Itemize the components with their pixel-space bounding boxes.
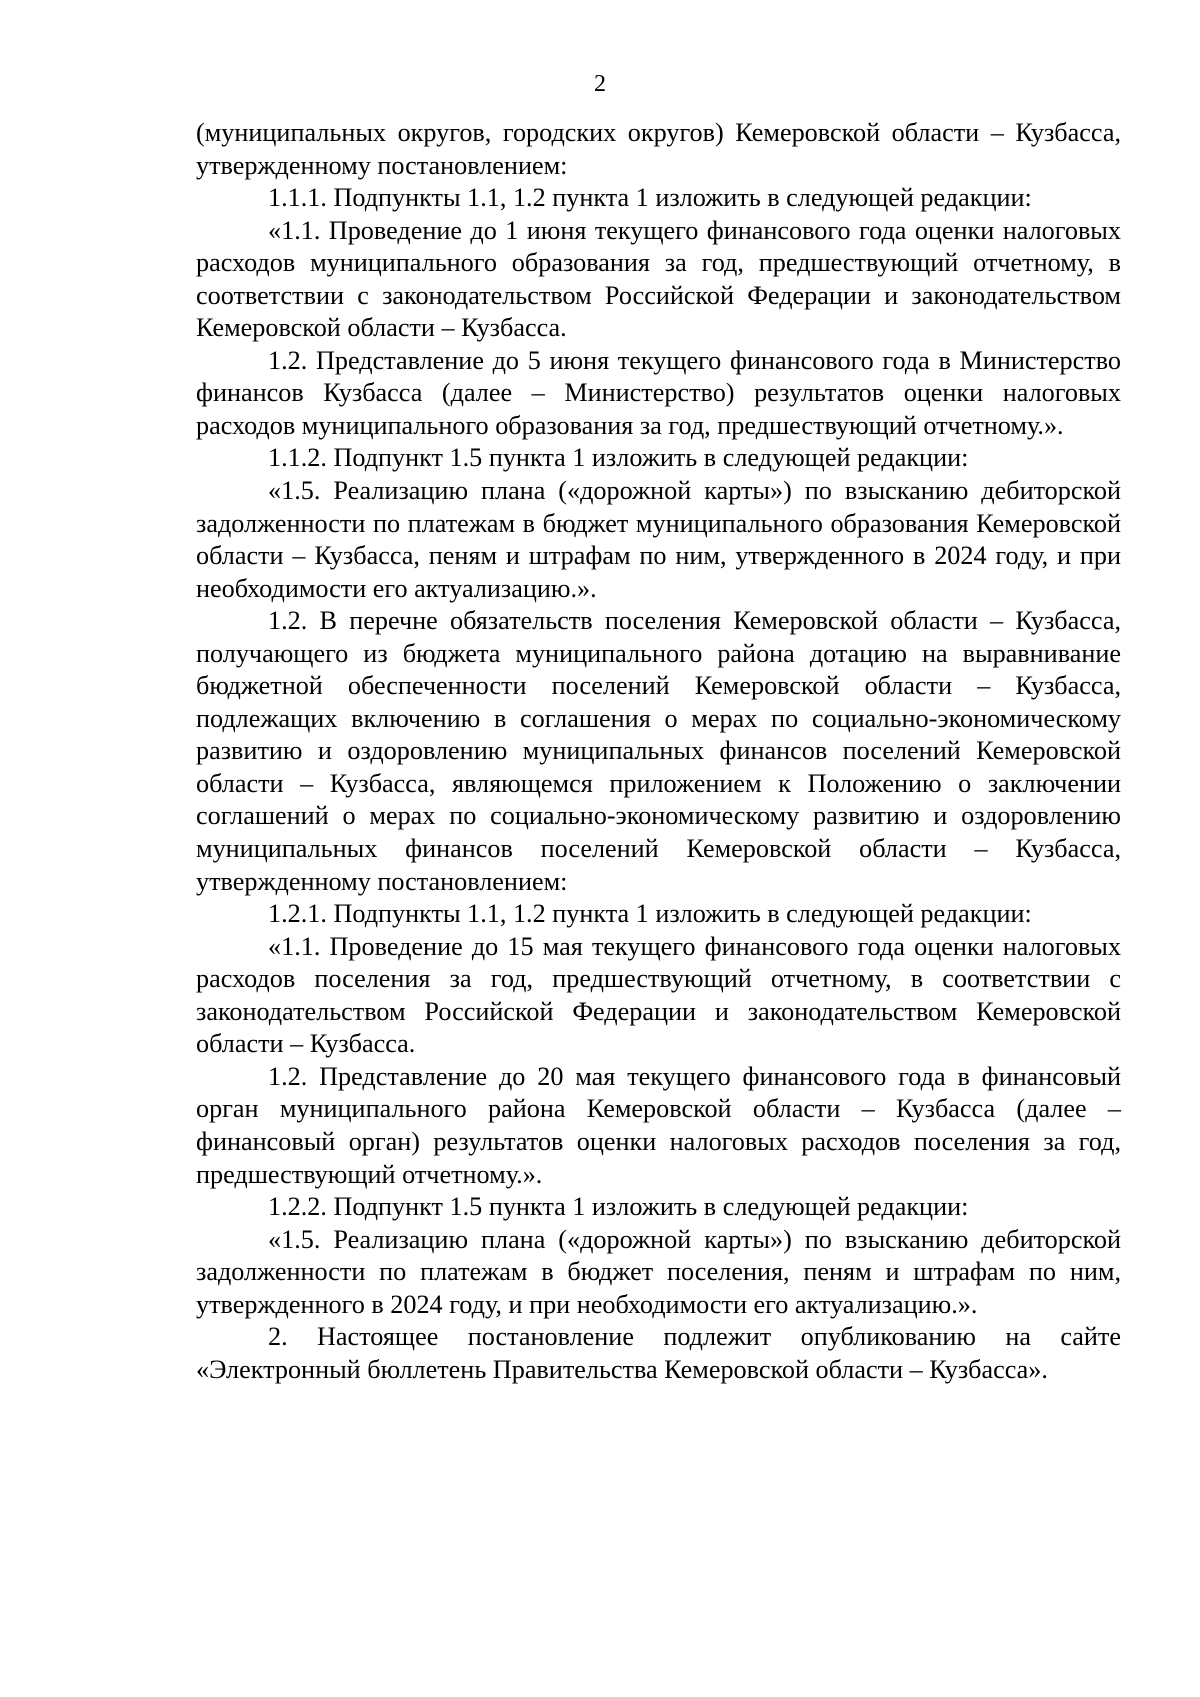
paragraph-quote-1-2: 1.2. Представление до 5 июня текущего финансового года в Министерство финансов Кузбасса (далее – Министерство) результатов оценки налоговых расходов муниципального образования за год, предшествующий отчетному.».: [196, 345, 1121, 440]
paragraph-quote-1-1-second: «1.1. Проведение до 15 мая текущего финансового года оценки налоговых расходов поселения за год, предшествующий отчетному, в соответствии с законодательством Российской Федерации и законодательством Кемеровской области – Кузбасса.: [196, 931, 1121, 1059]
paragraph-continuation: (муниципальных округов, городских округов) Кемеровской области – Кузбасса, утвержденному постановлением:: [196, 118, 1121, 180]
paragraph-quote-1-1: «1.1. Проведение до 1 июня текущего финансового года оценки налоговых расходов муниципального образования за год, предшествующий отчетному, в соответствии с законодательством Российской Федерации и законодательством Кемеровской области – Кузбасса.: [196, 215, 1121, 343]
paragraph-quote-1-5-second: «1.5. Реализацию плана («дорожной карты») по взысканию дебиторской задолженности по платежам в бюджет поселения, пеням и штрафам по ним, утвержденного в 2024 году, и при необходимости его актуализацию.».: [196, 1224, 1121, 1319]
paragraph-1-2-1: 1.2.1. Подпункты 1.1, 1.2 пункта 1 изложить в следующей редакции:: [268, 899, 1032, 929]
page-number: 2: [594, 71, 606, 97]
paragraph-1-2-2: 1.2.2. Подпункт 1.5 пункта 1 изложить в следующей редакции:: [268, 1192, 969, 1222]
paragraph-2: 2. Настоящее постановление подлежит опубликованию на сайте «Электронный бюллетень Правительства Кемеровской области – Кузбасса».: [196, 1322, 1121, 1384]
paragraph-quote-1-5: «1.5. Реализацию плана («дорожной карты») по взысканию дебиторской задолженности по платежам в бюджет муниципального образования Кемеровской области – Кузбасса, пеням и штрафам по ним, утвержденного в 2024 году, и при необходимости его актуализацию.».: [196, 476, 1121, 603]
paragraph-1-1-1: 1.1.1. Подпункты 1.1, 1.2 пункта 1 изложить в следующей редакции:: [268, 183, 1032, 213]
paragraph-quote-1-2-second: 1.2. Представление до 20 мая текущего финансового года в финансовый орган муниципального района Кемеровской области – Кузбасса (далее – финансовый орган) результатов оценки налоговых расходов поселения за год, предшествующий отчетному.».: [196, 1061, 1121, 1189]
paragraph-1-1-2: 1.1.2. Подпункт 1.5 пункта 1 изложить в следующей редакции:: [268, 443, 969, 473]
document-body: [196, 117, 1121, 1386]
paragraph-1-2: 1.2. В перечне обязательств поселения Кемеровской области – Кузбасса, получающего из бюджета муниципального района дотацию на выравнивание бюджетной обеспеченности поселений Кемеровской области – Кузбасса, подлежащих включению в соглашения о мерах по социально-экономическому развитию и оздоровлению муниципальных финансов поселений Кемеровской области – Кузбасса, являющемся приложением к Положению о заключении соглашений о мерах по социально-экономическому развитию и оздоровлению муниципальных финансов поселений Кемеровской области – Кузбасса, утвержденному постановлением:: [196, 606, 1121, 896]
